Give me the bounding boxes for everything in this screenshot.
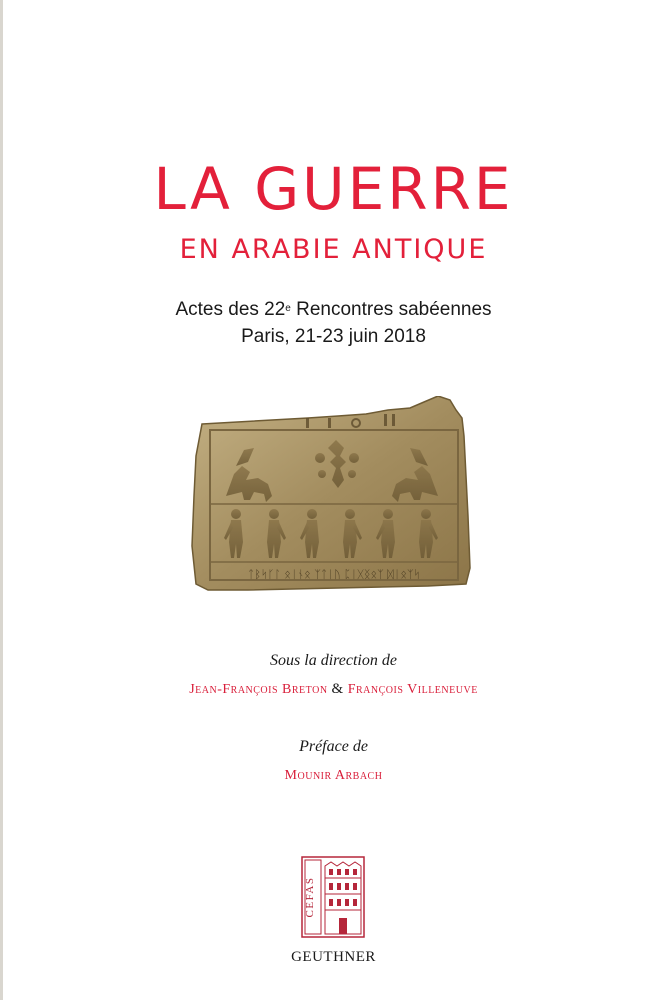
editor-1: Jean-François Breton <box>189 682 328 697</box>
subtitle-line-1-text: Actes des 22 <box>175 299 286 320</box>
ampersand: & <box>331 681 344 697</box>
preface-author: Mounir Arbach <box>284 768 383 783</box>
logo-text: CEFAS <box>304 876 316 918</box>
subtitle-superscript: e <box>285 303 291 314</box>
publisher-name: GEUTHNER <box>291 949 376 965</box>
direction-label: Sous la direction de <box>270 652 397 669</box>
editor-2: François Villeneuve <box>347 682 478 697</box>
subtitle-line-1-rest: Rencontres sabéennes <box>290 299 492 320</box>
cover-edge <box>0 0 3 1000</box>
subtitle-line-2: Paris, 21-23 juin 2018 <box>241 326 426 347</box>
cefas-logo <box>301 856 365 938</box>
relief-inscription: ᛏᛒᛋᚴᛚ ᛟᛁᚾᛟ ᛉᛏᛁᚢ ᛈᛁᚷᛝᛟᛉ ᛞᛁᛟᛉᛋ <box>247 568 421 581</box>
bronze-relief-plaque-image <box>188 396 478 592</box>
subtitle-line-1 <box>0 296 667 323</box>
title-line-1: LA GUERRE <box>153 155 514 223</box>
subtitle <box>0 296 667 350</box>
editors <box>0 681 667 698</box>
preface-label: Préface de <box>299 738 368 755</box>
title-line-2: EN ARABIE ANTIQUE <box>179 234 488 265</box>
